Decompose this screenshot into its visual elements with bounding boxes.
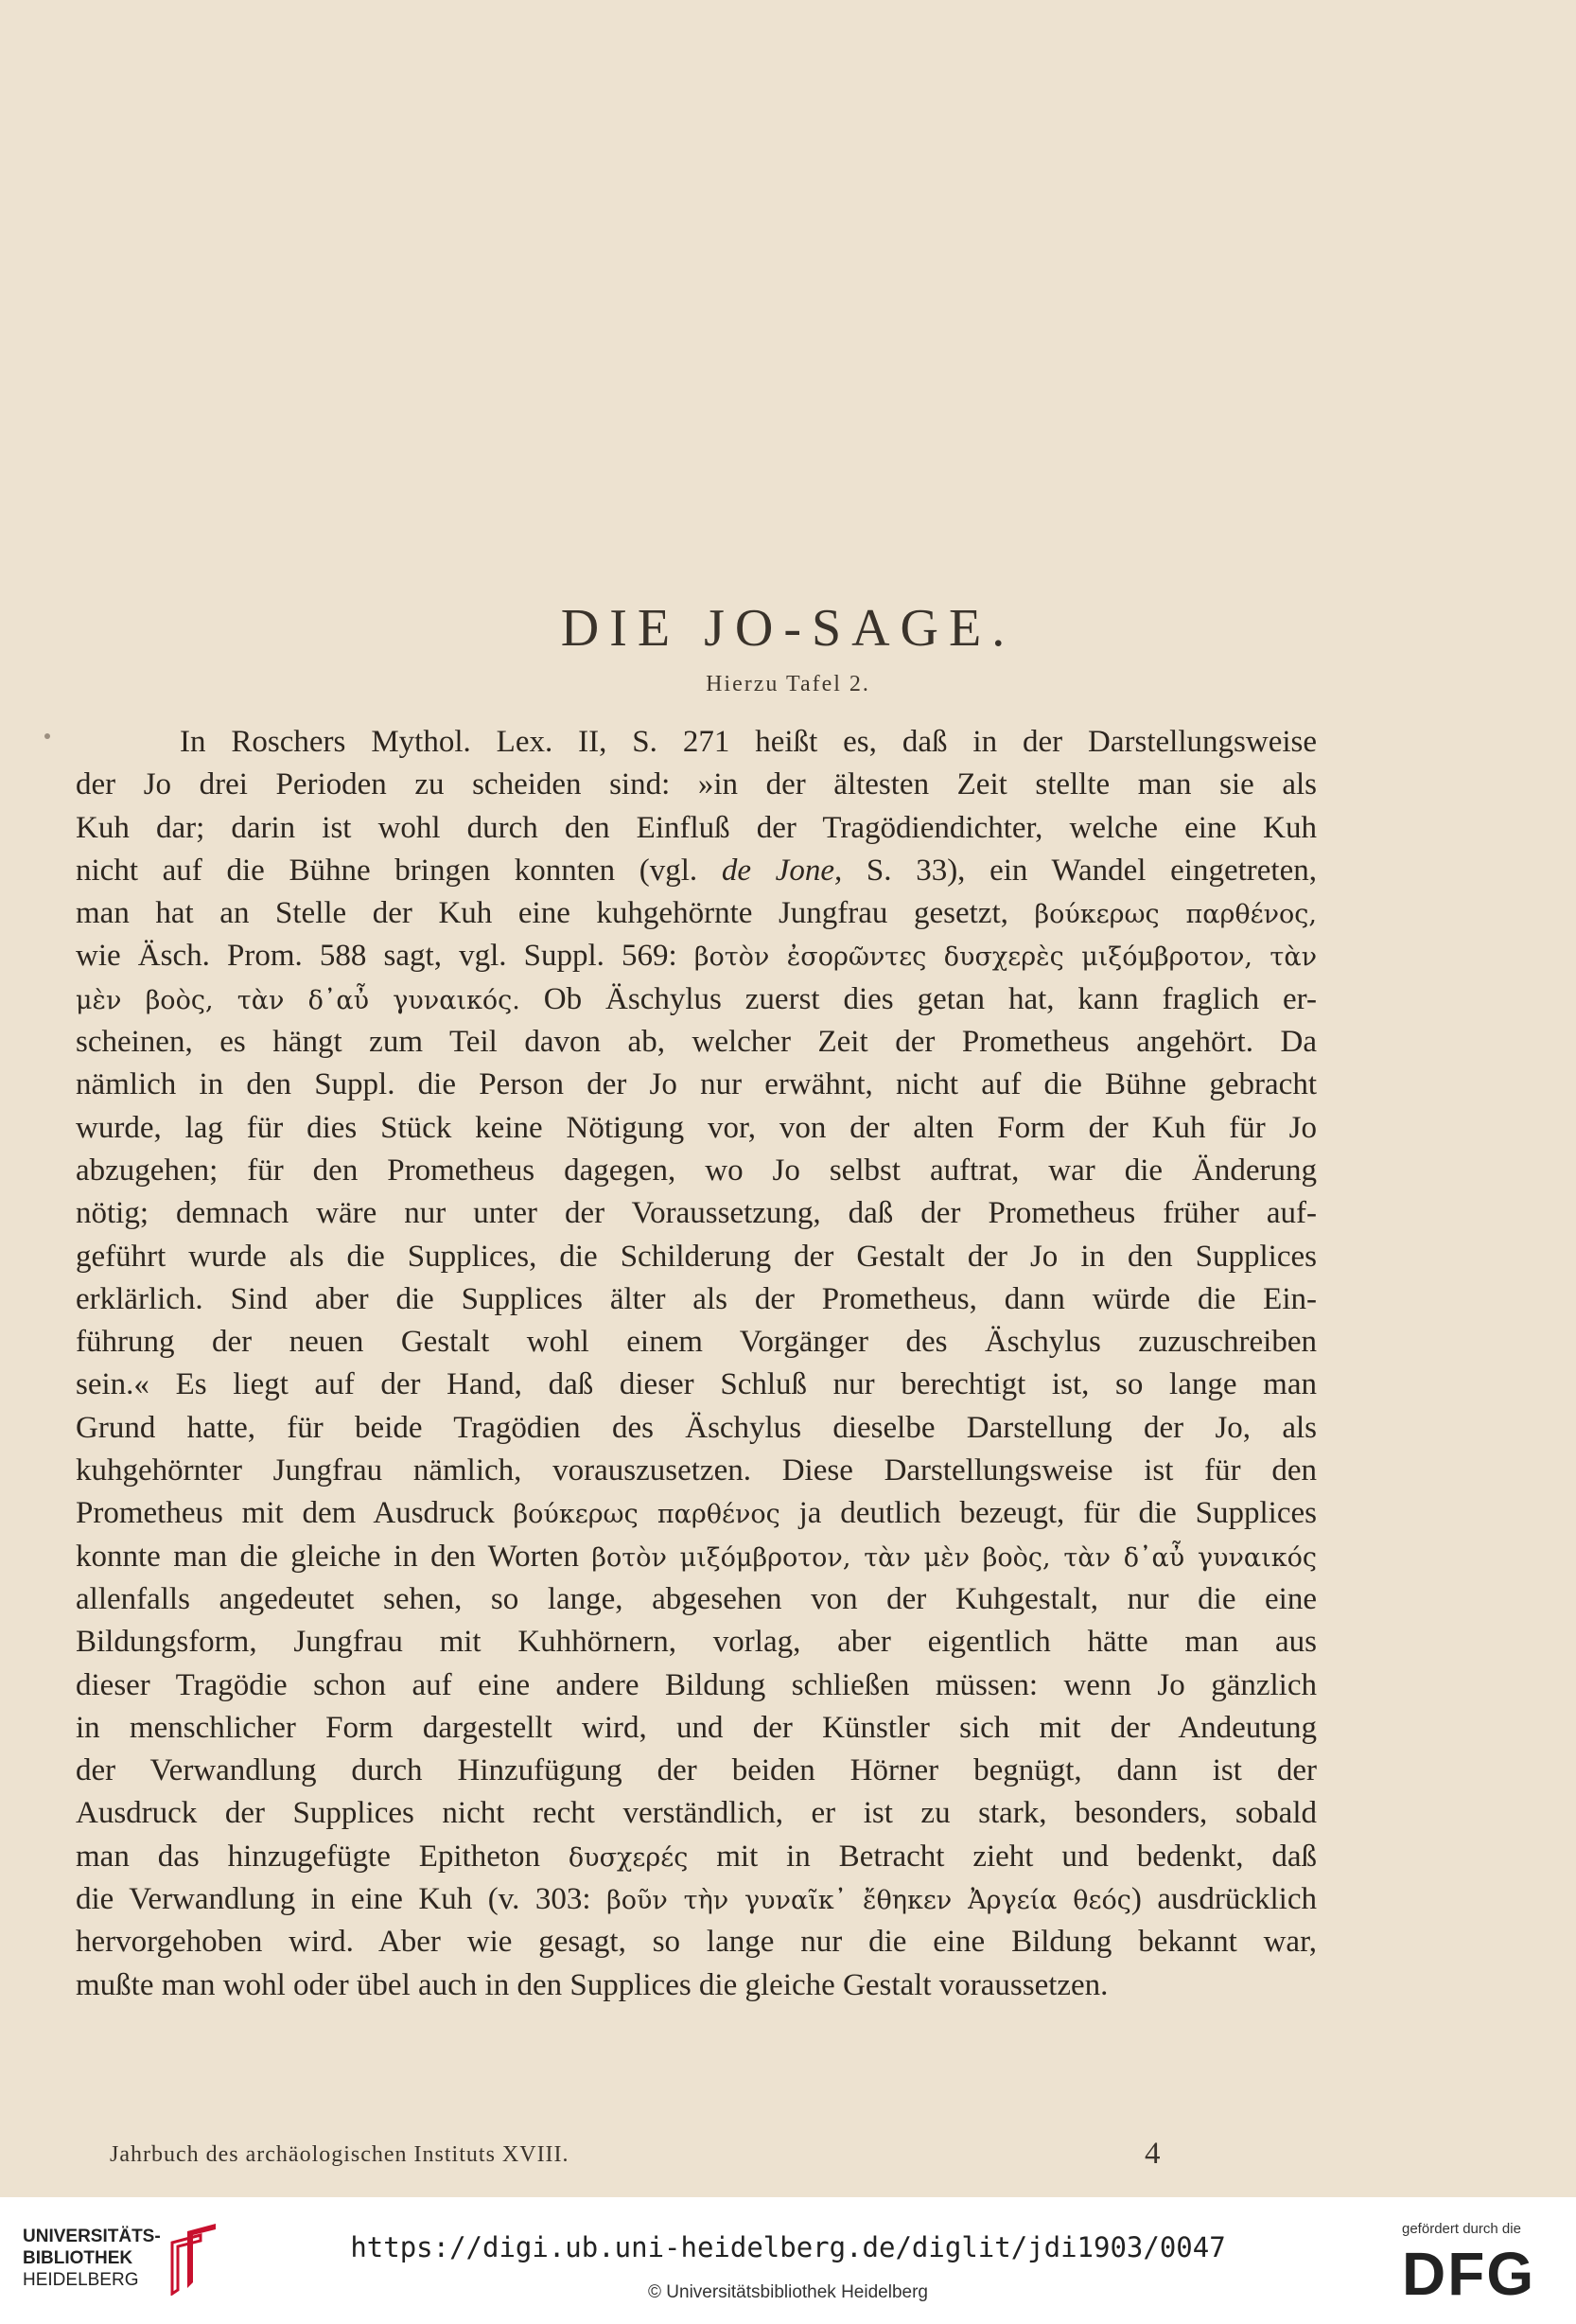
- copyright-notice: © Universitätsbibliothek Heidelberg: [648, 2282, 928, 2302]
- dfg-logo[interactable]: DFG: [1402, 2240, 1536, 2308]
- permalink-url[interactable]: https://digi.ub.uni-heidelberg.de/diglit/jdi1903/0047: [350, 2231, 1226, 2263]
- text-line: führung der neuen Gestalt wohl einem Vorgänger des Äschylus zuzuschreiben: [76, 1325, 1317, 1360]
- page-title: DIE JO-SAGE.: [560, 599, 1016, 658]
- logo-text-line: BIBLIOTHEK: [23, 2248, 133, 2268]
- text-line: sein.« Es liegt auf der Hand, daß dieser Schluß nur berechtigt ist, so lange man: [76, 1367, 1317, 1402]
- text-line: kuhgehörnter Jungfrau nämlich, vorauszusetzen. Diese Darstellungsweise ist für den: [76, 1453, 1317, 1488]
- text-line: Bildungsform, Jungfrau mit Kuhhörnern, vorlag, aber eigentlich hätte man aus: [76, 1625, 1317, 1660]
- text-line: [76, 1536, 1317, 1578]
- text-line: In Roschers Mythol. Lex. II, S. 271 heißt es, daß in der Darstellungsweise: [180, 725, 1317, 759]
- text-segment: man das hinzugefügte Epitheton: [76, 1839, 569, 1874]
- stray-mark: [44, 733, 50, 739]
- text-segment: Ob Äschylus zuerst dies getan hat, kann fraglich er-: [519, 981, 1317, 1016]
- text-segment: ja deutlich bezeugt, für die Supplices: [779, 1496, 1317, 1531]
- page-number: 4: [1145, 2137, 1161, 2171]
- text-segment: die Verwandlung in eine Kuh (v. 303:: [76, 1882, 607, 1917]
- text-line: allenfalls angedeutet sehen, so lange, abgesehen von der Kuhgestalt, nur die eine: [76, 1581, 1317, 1616]
- text-segment: nicht auf die Bühne bringen konnten (vgl.: [76, 853, 722, 888]
- text-line: [76, 978, 1317, 1021]
- text-line: Kuh dar; darin ist wohl durch den Einfluß der Tragödiendichter, welche eine Kuh: [76, 810, 1317, 845]
- text-segment: Prometheus mit dem Ausdruck: [76, 1496, 514, 1531]
- text-segment: S. 33), ein Wandel eingetreten,: [842, 853, 1317, 888]
- text-segment: mit in Betracht zieht und bedenkt, daß: [688, 1839, 1317, 1874]
- text-line: mußte man wohl oder übel auch in den Supplices die gleiche Gestalt voraussetzen.: [76, 1967, 1109, 2002]
- text-segment: ) ausdrücklich: [1130, 1882, 1317, 1917]
- text-line: [76, 1836, 1317, 1878]
- text-line: scheinen, es hängt zum Teil davon ab, welcher Zeit der Prometheus angehört. Da: [76, 1025, 1317, 1060]
- body-text: [76, 721, 1317, 2007]
- journal-footer: Jahrbuch des archäologischen Instituts XVIII.: [110, 2142, 569, 2167]
- greek-quote: βοτὸν μιξόμβροτον, τὰν μὲν βοὸς, τὰν δ᾽αὖ γυναικός: [591, 1542, 1317, 1573]
- text-line: erklärlich. Sind aber die Supplices älter als der Prometheus, dann würde die Ein-: [76, 1281, 1317, 1316]
- logo-text-line: HEIDELBERG: [23, 2270, 139, 2290]
- text-segment: konnte man die gleiche in den Worten: [76, 1539, 592, 1574]
- text-line: [76, 1878, 1317, 1921]
- text-segment: man hat an Stelle der Kuh eine kuhgehörnte Jungfrau gesetzt,: [76, 896, 1035, 931]
- text-line: geführt wurde als die Supplices, die Schilderung der Gestalt der Jo in den Supplices: [76, 1239, 1317, 1274]
- text-line: der Verwandlung durch Hinzufügung der beiden Hörner begnügt, dann ist der: [76, 1753, 1317, 1788]
- text-line: Ausdruck der Supplices nicht recht verständlich, er ist zu stark, besonders, sobald: [76, 1796, 1317, 1831]
- text-line: [76, 935, 1317, 977]
- text-line: [76, 850, 1317, 892]
- funding-note: gefördert durch die: [1402, 2221, 1521, 2237]
- text-line: Grund hatte, für beide Tragödien des Äschylus dieselbe Darstellung der Jo, als: [76, 1410, 1317, 1445]
- greek-quote: βοῦν τὴν γυναῖκ᾽ ἔθηκεν Ἀργεία θεός: [606, 1886, 1131, 1916]
- text-line: hervorgehoben wird. Aber wie gesagt, so lange nur die eine Bildung bekannt war,: [76, 1925, 1317, 1960]
- greek-quote: βούκερως παρθένος,: [1034, 900, 1318, 930]
- text-line: dieser Tragödie schon auf eine andere Bildung schließen müssen: wenn Jo gänzlich: [76, 1667, 1317, 1702]
- text-line: in menschlicher Form dargestellt wird, und der Künstler sich mit der Andeutung: [76, 1710, 1317, 1745]
- greek-quote: βοτὸν ἐσορῶντες δυσχερὲς μιξόμβροτον, τὰν: [693, 942, 1317, 973]
- text-line: [76, 892, 1317, 935]
- text-segment: wie Äsch. Prom. 588 sagt, vgl. Suppl. 569:: [76, 939, 694, 974]
- page-subtitle: Hierzu Tafel 2.: [706, 672, 870, 696]
- greek-quote: δυσχερές: [568, 1842, 689, 1873]
- logo-text-line: UNIVERSITÄTS-: [23, 2227, 161, 2246]
- greek-quote: βούκερως παρθένος: [513, 1500, 780, 1530]
- text-line: der Jo drei Perioden zu scheiden sind: »in der ältesten Zeit stellte man sie als: [76, 767, 1317, 802]
- text-line: abzugehen; für den Prometheus dagegen, wo Jo selbst auftrat, war die Änderung: [76, 1153, 1317, 1188]
- text-line: nämlich in den Suppl. die Person der Jo nur erwähnt, nicht auf die Bühne gebracht: [76, 1067, 1317, 1102]
- italic-reference: de Jone,: [721, 853, 843, 888]
- text-line: [76, 1492, 1317, 1535]
- text-line: wurde, lag für dies Stück keine Nötigung vor, von der alten Form der Kuh für Jo: [76, 1110, 1317, 1145]
- text-line: nötig; demnach wäre nur unter der Voraussetzung, daß der Prometheus früher auf-: [76, 1196, 1317, 1231]
- greek-quote: μὲν βοὸς, τὰν δ᾽αὖ γυναικός.: [76, 985, 520, 1015]
